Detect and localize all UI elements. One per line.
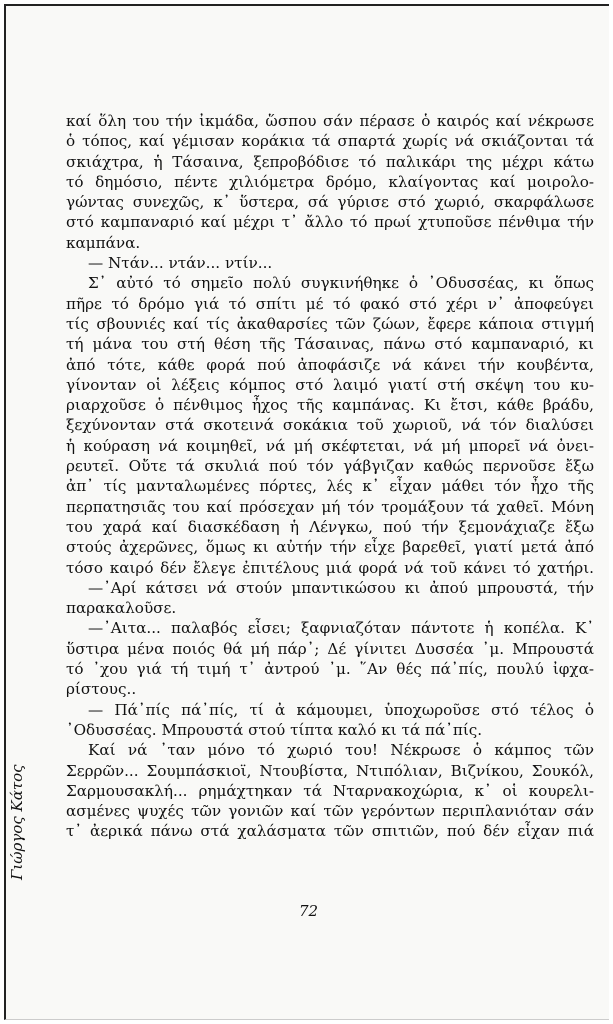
page-number: 72 xyxy=(298,902,319,920)
text-line: — Πά᾽πίς πά᾽πίς, τί ἀ κάμουμει, ὑποχωροῦσε στό τέλος ὁ xyxy=(88,700,594,719)
text-line: ᾽Οδυσσέας. Μπρουστά στού τίπτα καλό κι τά πά᾽πίς. xyxy=(66,720,483,739)
text-line: καί ὅλη του τήν ἰκμάδα, ὥσπου σάν πέρασε ὁ καιρός καί νέκρωσε xyxy=(66,112,594,130)
text-line: καμπάνα. xyxy=(66,233,141,252)
text-line: παρακαλοῦσε. xyxy=(66,599,177,618)
text-line: γίνονταν οἱ λέξεις κόμπος στό λαιμό γιατί στή σκέψη του κυ- xyxy=(66,375,594,394)
text-line: τή μάνα του στή θέση τῆς Τάσαινας, πάνω στό καμπαναριό, κι xyxy=(66,335,594,354)
text-line: γώντας συνεχῶς, κ᾽ ὕστερα, σά γύρισε στό χωριό, σκαρφάλωσε xyxy=(66,193,594,212)
text-line: Σαρμουσακλή... ρημάχτηκαν τά Νταρνακοχώρια, κ᾽ οἱ κουρελι- xyxy=(66,781,594,800)
text-line: του χαρά καί διασκέδαση ἡ Λένγκω, πού τήν ξεμονάχιαζε ἔξω xyxy=(66,517,594,536)
text-line: σκιάχτρα, ἡ Τάσαινα, ξεπροβόδισε τό παλικάρι της μέχρι κάτω xyxy=(66,152,594,171)
text-line: ασμένες ψυχές τῶν γονιῶν καί τῶν γερόντων περιπλανιόταν σάν xyxy=(66,802,594,821)
text-line: ἀπό τότε, κάθε φορά πού ἀποφάσιζε νά κάνει τήν κουβέντα, xyxy=(66,355,594,374)
text-line: περπατησιᾶς του καί πρόσεχαν μή τόν τρομάξουν τά χαθεῖ. Μόνη xyxy=(66,497,594,516)
text-line: πῆρε τό δρόμο γιά τό σπίτι μέ τό φακό στό χέρι ν᾽ ἀποφεύγει xyxy=(66,294,594,313)
text-line: ξεχύνονταν στά σκοτεινά σοκάκια τοῦ χωριοῦ, νά τόν διαλύσει xyxy=(66,416,594,435)
text-line: τ᾽ ἀερικά πάνω στά χαλάσματα τῶν σπιτιῶν, πού δέν εἶχαν πιά xyxy=(66,822,594,841)
text-line: ὕστιρα μένα ποιός θά μή πάρ᾽; Δέ γίνιτει Δυσσέα ᾽μ. Μπρουστά xyxy=(66,639,594,658)
text-line: ὁ τόπος, καί γέμισαν κοράκια τά σπαρτά χωρίς νά σκιάζονται τά xyxy=(66,132,594,151)
text-line: ριαρχοῦσε ὁ πένθιμος ἦχος τῆς καμπάνας. Κι ἔτσι, κάθε βράδυ, xyxy=(66,396,594,415)
text-line: Σερρῶν... Σουμπάσκιοϊ, Ντουβίστα, Ντιπόλιαν, Βιζνίκου, Σουκόλ, xyxy=(66,761,594,780)
text-line: ρίστους.. xyxy=(66,680,137,699)
text-line: τό δημόσιο, πέντε χιλιόμετρα δρόμο, κλαίγοντας καί μοιρολο- xyxy=(66,172,594,191)
body-text xyxy=(66,111,594,842)
text-line: —᾽Αιτα... παλαβός εἶσει; ξαφνιαζόταν πάντοτε ἡ κοπέλα. Κ᾽ xyxy=(88,619,594,638)
author-name-vertical: Γιώργος Κάτος xyxy=(8,764,26,880)
text-line: ἀπ᾽ τίς μανταλωμένες πόρτες, λές κ᾽ εἶχαν μάθει τόν ἦχο τῆς xyxy=(66,477,594,496)
text-line: — Ντάν... ντάν... ντίν... xyxy=(88,254,273,273)
book-page xyxy=(4,4,609,1020)
text-line: τόσο καιρό δέν ἔλεγε ἐπιτέλους μιά φορά νά τοῦ κάνει τό χατήρι. xyxy=(66,558,594,577)
text-line: ἡ κούραση νά κοιμηθεῖ, νά μή σκέφτεται, νά μή μπορεῖ νά ὀνει- xyxy=(66,436,594,455)
text-line: τίς σβουνιές καί τίς ἀκαθαρσίες τῶν ζώων, ἔφερε κάποια στιγμή xyxy=(66,314,594,333)
text-line: Σ᾽ αὐτό τό σημεῖο πολύ συγκινήθηκε ὁ ᾽Οδυσσέας, κι ὅπως xyxy=(88,274,594,293)
text-line: τό ᾽χου γιά τή τιμή τ᾽ ἀντρού ᾽μ. ῞Αν θές πά᾽πίς, πουλύ ἰφχα- xyxy=(66,660,594,679)
text-line: στό καμπαναριό καί μέχρι τ᾽ ἄλλο τό πρωί χτυποῦσε πένθιμα τήν xyxy=(66,213,594,232)
text-line: —᾽Αρί κάτσει νά στούν μπαντικώσου κι ἀπού μπρουστά, τήν xyxy=(88,578,594,597)
text-line: ρευτεῖ. Οὔτε τά σκυλιά πού τόν γάβγιζαν καθώς περνοῦσε ἔξω xyxy=(66,457,594,476)
text-line: Καί νά ᾽ταν μόνο τό χωριό του! Νέκρωσε ὁ κάμπος τῶν xyxy=(88,741,594,760)
text-line: στούς ἀχερῶνες, ὅμως κι αὐτήν τήν εἶχε βαρεθεῖ, γιατί μετά ἀπό xyxy=(66,538,594,557)
